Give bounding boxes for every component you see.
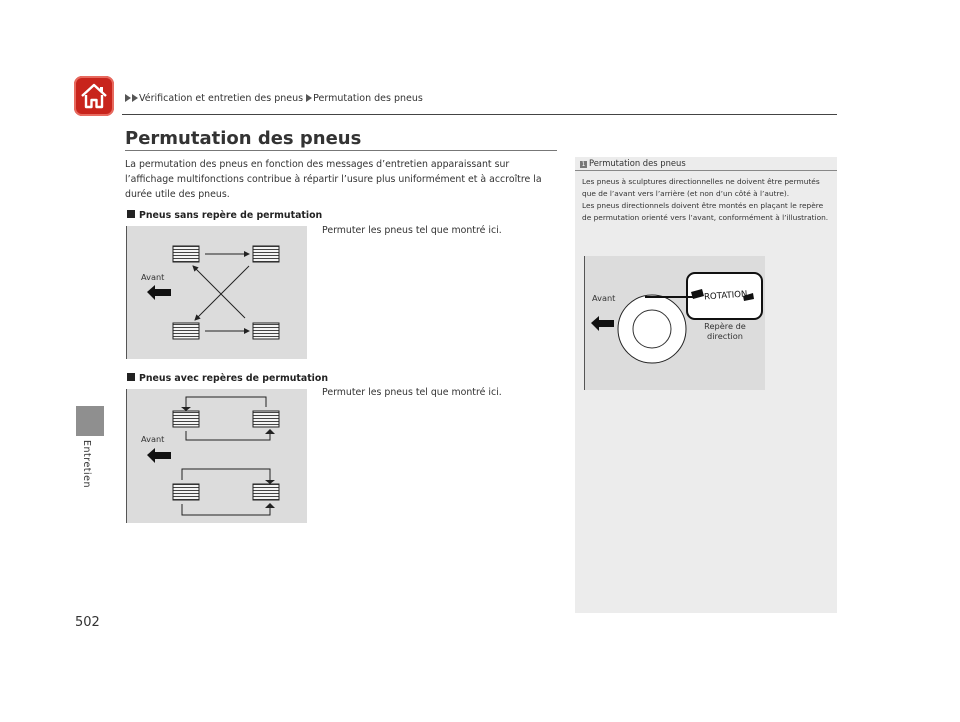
- bullet-square-icon: [127, 210, 135, 218]
- diagram-front-label: Avant: [592, 293, 616, 303]
- tire-front-right: [253, 411, 279, 427]
- section-heading: [127, 210, 322, 221]
- breadcrumb-current: Permutation des pneus: [313, 93, 423, 104]
- front-arrow-icon: [147, 285, 171, 300]
- home-button[interactable]: [74, 76, 114, 116]
- title-divider: [125, 150, 557, 151]
- section-text: Permuter les pneus tel que montré ici.: [322, 225, 502, 236]
- rotation-diagram-cross: [126, 226, 307, 359]
- tire-front-right: [253, 246, 279, 262]
- rotation-mark-text: ROTATION: [703, 289, 748, 303]
- note-divider: [575, 170, 837, 171]
- note-paragraph: Les pneus à sculptures directionnelles ne doivent être permutés que de l’avant vers l’arrière (et non d’un côté à l’autre).: [582, 177, 820, 198]
- tire-rear-left: [173, 323, 199, 339]
- chapter-tab[interactable]: [76, 406, 104, 436]
- note-paragraph: Les pneus directionnels doivent être montés en plaçant le repère de permutation orienté vers l’avant, conformément à l’illustration.: [582, 200, 829, 222]
- direction-mark-label: Repère de direction: [704, 321, 746, 341]
- breadcrumb: [125, 93, 423, 104]
- tire-front-left: [173, 246, 199, 262]
- tire-rear-right: [253, 484, 279, 500]
- tire-rear-left: [173, 484, 199, 500]
- rotation-diagram-svg: [127, 389, 307, 523]
- front-arrow-icon: [147, 448, 171, 463]
- page-title: Permutation des pneus: [125, 128, 362, 149]
- breadcrumb-link-tire-check[interactable]: Vérification et entretien des pneus: [139, 93, 304, 104]
- note-title: [580, 158, 686, 168]
- section-heading-text: Pneus avec repères de permutation: [139, 373, 329, 384]
- section-text: Permuter les pneus tel que montré ici.: [322, 387, 502, 398]
- bullet-square-icon: [127, 373, 135, 381]
- rotation-diagram-parallel: [126, 389, 307, 523]
- breadcrumb-arrow-icon: [125, 94, 131, 102]
- intro-paragraph: La permutation des pneus en fonction des messages d’entretien apparaissant sur l’affichage multifonctions contribue à répartir l’usure plus uniformément et à accroître la durée utile des pneus.: [125, 159, 542, 200]
- chapter-label: Entretien: [81, 440, 92, 489]
- breadcrumb-arrow-icon: [132, 94, 138, 102]
- directional-tire-diagram: [584, 256, 765, 390]
- section-heading-text: Pneus sans repère de permutation: [139, 210, 323, 221]
- home-icon: [80, 83, 108, 109]
- tire-front-left: [173, 411, 199, 427]
- header-divider: [122, 114, 837, 115]
- tire-rear-right: [253, 323, 279, 339]
- front-arrow-icon: [591, 316, 614, 331]
- rotation-diagram-svg: [127, 226, 307, 359]
- diagram-front-label: Avant: [141, 434, 165, 444]
- page-number: 502: [75, 615, 100, 630]
- note-marker: 1: [581, 161, 586, 168]
- breadcrumb-arrow-icon: [306, 94, 312, 102]
- note-title-text: Permutation des pneus: [589, 158, 686, 168]
- diagram-front-label: Avant: [141, 272, 165, 282]
- note-body: [582, 176, 830, 224]
- section-heading: [127, 373, 328, 384]
